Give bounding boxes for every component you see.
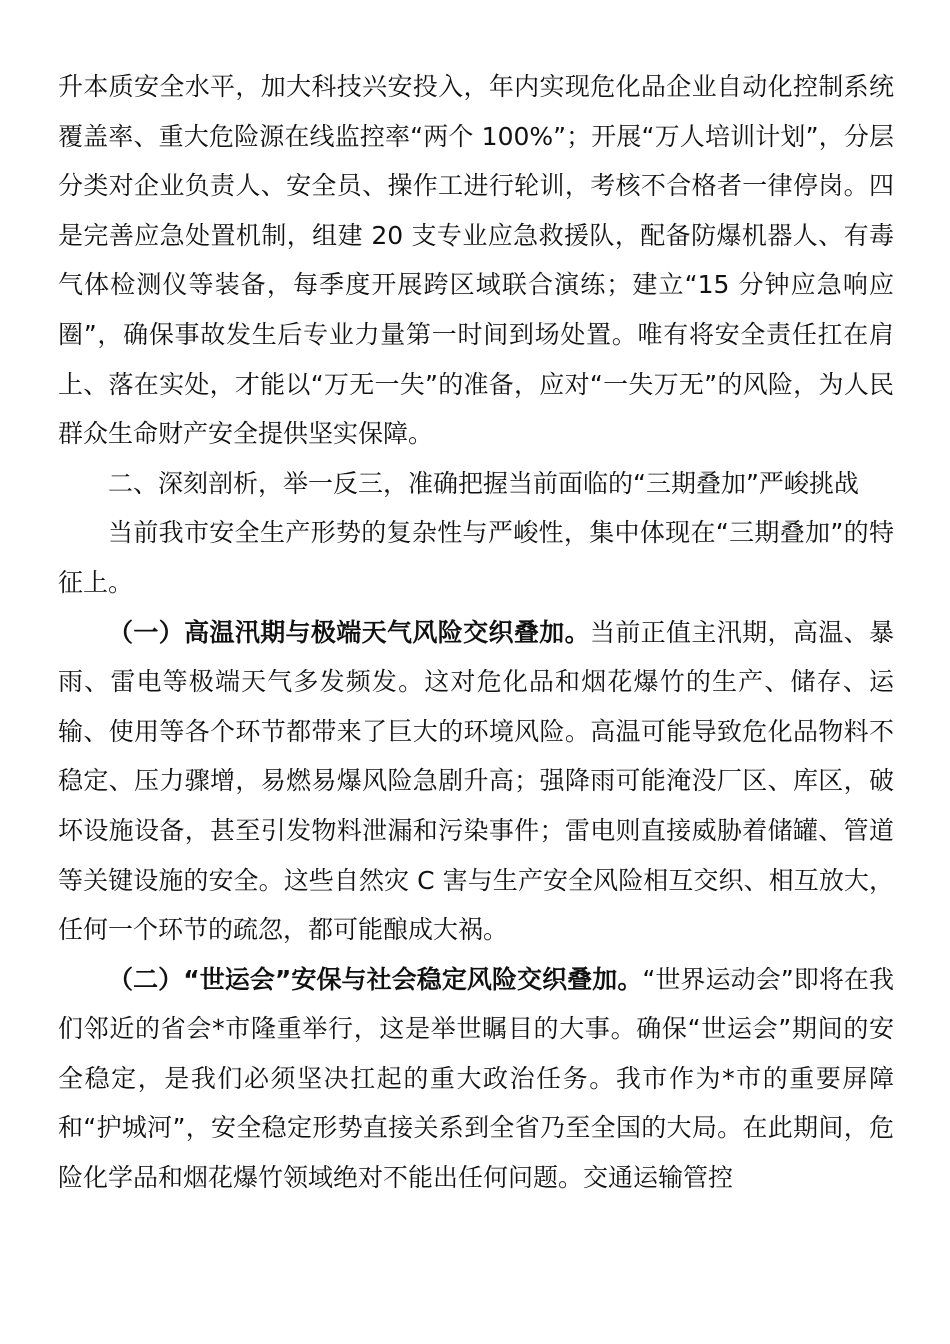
paragraph-text: 当前我市安全生产形势的复杂性与严峻性，集中体现在“三期叠加”的特征上。 <box>58 518 894 597</box>
body-paragraph-4 <box>58 608 894 955</box>
heading-text: 二、深刻剖析，举一反三，准确把握当前面临的“三期叠加”严峻挑战 <box>108 468 859 498</box>
paragraph-text: 升本质安全水平，加大科技兴安投入，年内实现危化品企业自动化控制系统覆盖率、重大危险源在线监控率“两个 100%”；开展“万人培训计划”，分层分类对企业负责人、安全员、操作工进行轮训，考核不合格者一律停岗。四是完善应急处置机制，组建 20 支专业应急救援队，配备防爆机器人、有毒气体检测仪等装备，每季度开展跨区域联合演练；建立“15 分钟应急响应圈”，确保事故发生后专业力量第一时间到场处置。唯有将安全责任扛在肩上、落在实处，才能以“万无一失”的准备，应对“一失万无”的风险，为人民群众生命财产安全提供坚实保障。 <box>58 72 894 449</box>
subheading-bold: （二）“世运会”安保与社会稳定风险交织叠加。 <box>108 964 643 994</box>
section-heading-2 <box>58 459 894 509</box>
body-paragraph-5 <box>58 955 894 1203</box>
document-page <box>58 62 894 1203</box>
body-paragraph-3 <box>58 508 894 607</box>
paragraph-text: 当前正值主汛期，高温、暴雨、雷电等极端天气多发频发。这对危化品和烟花爆竹的生产、储存、运输、使用等各个环节都带来了巨大的环境风险。高温可能导致危化品物料不稳定、压力骤增，易燃易爆风险急剧升高；强降雨可能淹没厂区、库区，破坏设施设备，甚至引发物料泄漏和污染事件；雷电则直接威胁着储罐、管道等关键设施的安全。这些自然灾 C 害与生产安全风险相互交织、相互放大，任何一个环节的疏忽，都可能酿成大祸。 <box>58 617 894 945</box>
paragraph-text: “世界运动会”即将在我们邻近的省会*市隆重举行，这是举世瞩目的大事。确保“世运会”期间的安全稳定，是我们必须坚决扛起的重大政治任务。我市作为*市的重要屏障和“护城河”，安全稳定形势直接关系到全省乃至全国的大局。在此期间，危险化学品和烟花爆竹领域绝对不能出任何问题。交通运输管控 <box>58 964 894 1193</box>
subheading-bold: （一）高温汛期与极端天气风险交织叠加。 <box>108 617 590 647</box>
body-paragraph-1 <box>58 62 894 459</box>
